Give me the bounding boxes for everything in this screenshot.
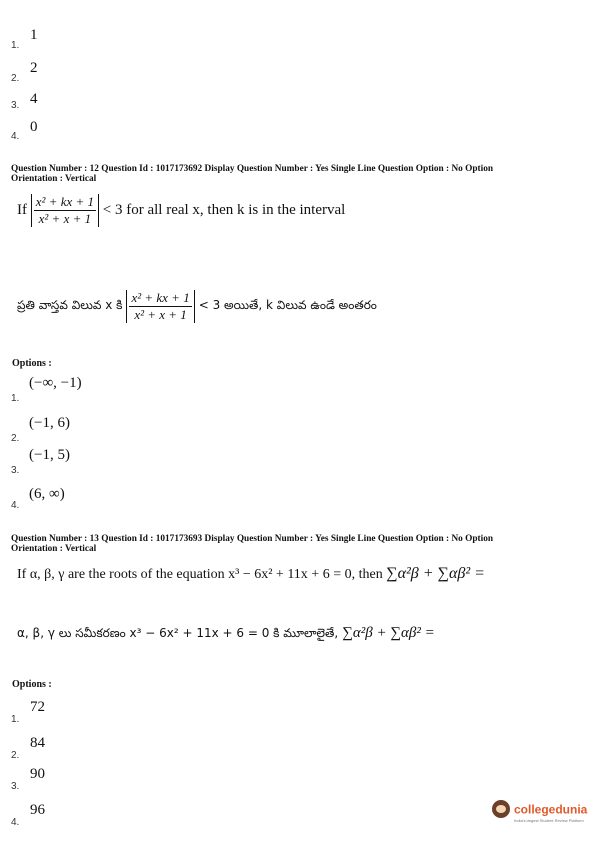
brand-tagline: India's largest Student Review Platform — [514, 818, 584, 824]
option-number: 4. — [11, 131, 20, 142]
option-number: 1. — [11, 393, 20, 404]
option-value: 1 — [30, 27, 38, 43]
option-value: 84 — [30, 735, 45, 751]
telugu-suffix: < 3 అయితే, k విలువ ఉండే అంతరం — [198, 298, 377, 312]
question-text-telugu — [17, 624, 435, 643]
fraction-denominator: x² + x + 1 — [38, 211, 92, 226]
collegedunia-watermark — [492, 800, 587, 823]
option-number: 2. — [11, 750, 20, 761]
fraction-numerator: x² + kx + 1 — [35, 194, 95, 209]
options-label: Options : — [12, 679, 52, 690]
question-header: Question Number : 13 Question Id : 1017173693 Display Question Number : Yes Single Line Question Option : No Option — [11, 534, 494, 544]
option-number: 2. — [11, 73, 20, 84]
question-orientation: Orientation : Vertical — [11, 174, 97, 184]
option-value: 0 — [30, 119, 38, 135]
option-value: 2 — [30, 60, 38, 76]
option-value: 96 — [30, 802, 45, 818]
sum-expression: ∑α²β + ∑αβ² = — [386, 565, 485, 582]
fraction-numerator: x² + kx + 1 — [131, 290, 190, 305]
question-orientation: Orientation : Vertical — [11, 544, 97, 554]
option-number: 3. — [11, 465, 20, 476]
absolute-value-expression — [31, 194, 99, 227]
brand-name: collegedunia — [514, 802, 588, 817]
option-number: 3. — [11, 100, 20, 111]
question-text: If α, β, γ are the roots of the equation x³ − 6x² + 11x + 6 = 0, then — [17, 567, 383, 582]
question-suffix: < 3 for all real x, then k is in the interval — [102, 202, 346, 218]
option-value: 4 — [30, 91, 38, 107]
option-value: 90 — [30, 766, 45, 782]
question-header: Question Number : 12 Question Id : 1017173692 Display Question Number : Yes Single Line Question Option : No Option — [11, 164, 494, 174]
absolute-value-expression — [126, 290, 194, 323]
option-number: 2. — [11, 433, 20, 444]
options-label: Options : — [12, 358, 52, 369]
sum-expression: ∑α²β + ∑αβ² = — [342, 625, 435, 641]
mascot-icon — [492, 800, 510, 818]
question-text-english — [17, 194, 345, 227]
fraction-denominator: x² + x + 1 — [134, 307, 187, 322]
option-number: 4. — [11, 817, 20, 828]
option-value: (−∞, −1) — [29, 375, 82, 391]
option-value: 72 — [30, 699, 45, 715]
option-value: (6, ∞) — [29, 486, 65, 502]
option-value: (−1, 6) — [29, 415, 70, 431]
option-number: 4. — [11, 500, 20, 511]
telugu-text: α, β, γ లు సమీకరణం x³ − 6x² + 11x + 6 = 0 కి మూలాలైతే, — [17, 626, 339, 640]
option-number: 1. — [11, 40, 20, 51]
option-number: 1. — [11, 714, 20, 725]
option-number: 3. — [11, 781, 20, 792]
telugu-prefix: ప్రతి వాస్తవ విలువ x కి — [17, 298, 123, 312]
question-text-english — [17, 565, 485, 583]
question-text-telugu — [17, 290, 377, 323]
option-value: (−1, 5) — [29, 447, 70, 463]
question-prefix: If — [17, 202, 27, 218]
